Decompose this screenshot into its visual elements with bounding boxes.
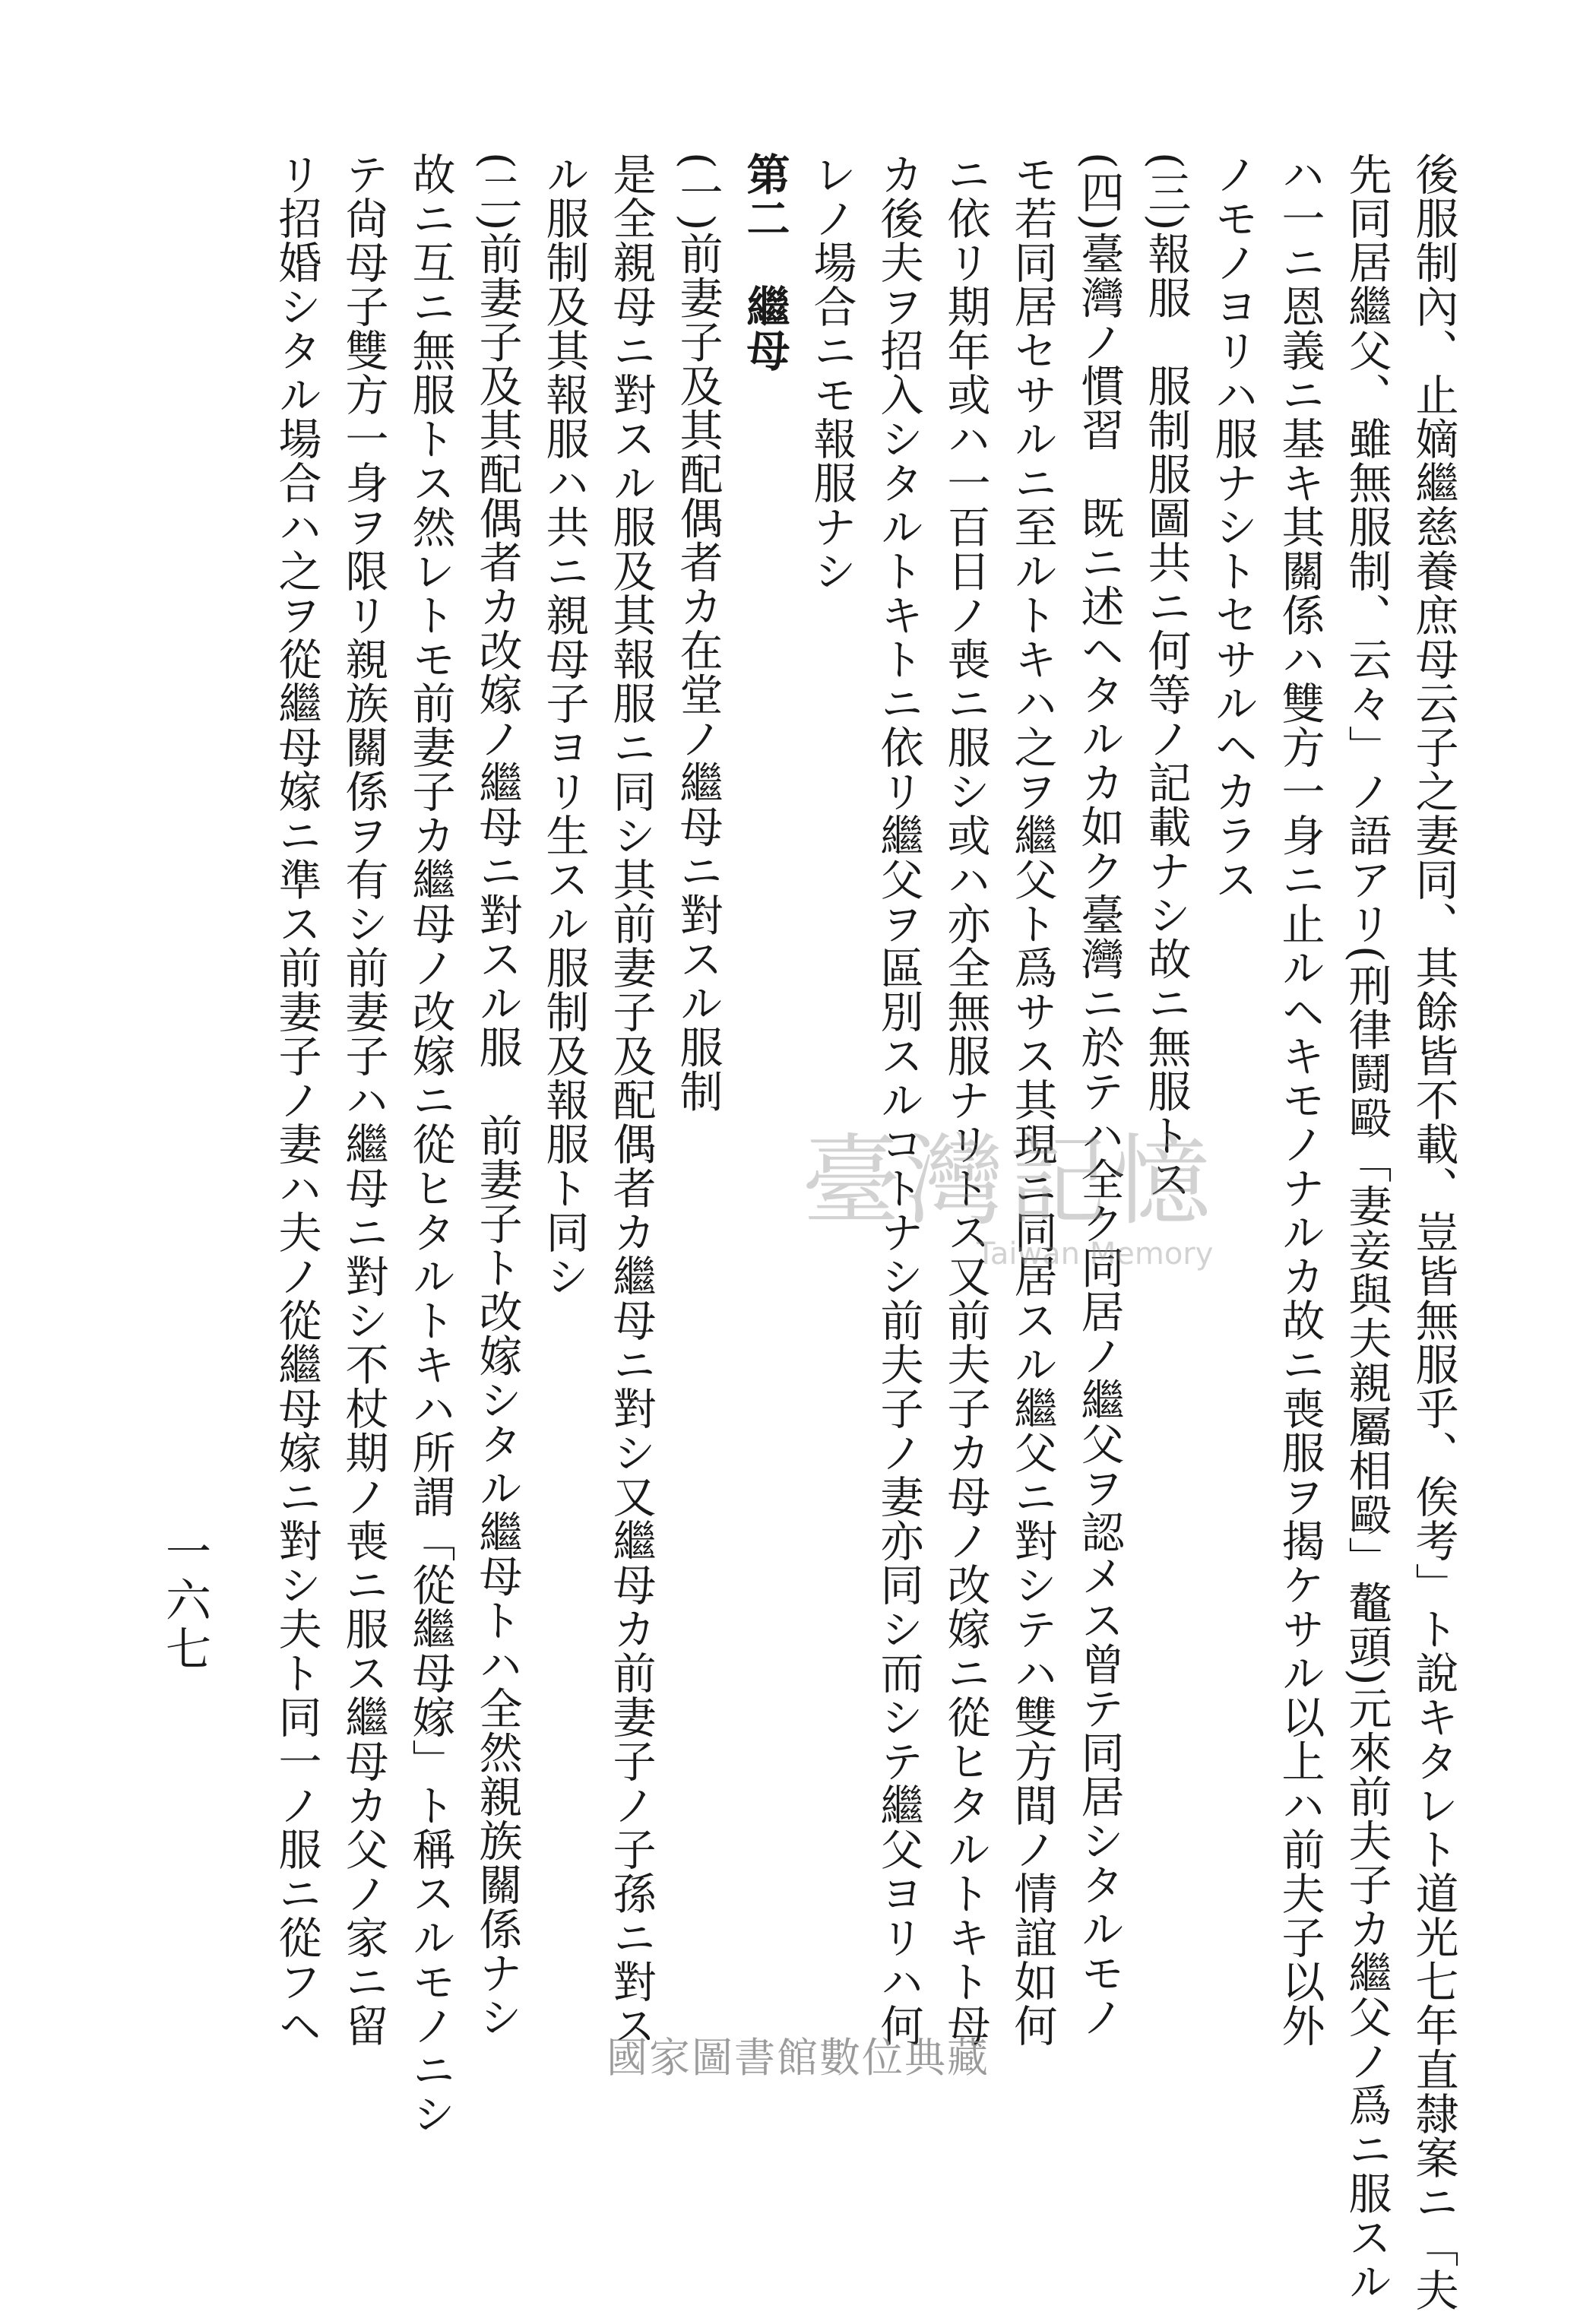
section-heading: 第二 繼母 — [739, 152, 790, 372]
text-column: レノ場合ニモ報服ナシ — [806, 152, 857, 593]
text-column: ノモノヨリハ服ナシトセサルヘカラス — [1208, 152, 1258, 901]
text-column: 是全親母ニ對スル服及其報服ニ同シ其前妻子及配偶者カ繼母ニ對シ又繼母カ前妻子ノ子孫ニ對ス — [606, 152, 656, 2048]
text-column: カ後夫ヲ招入シタルトキトニ依リ繼父ヲ區別スルコトナシ前夫子ノ妻亦同シ而シテ繼父ヨリハ何 — [873, 152, 923, 2048]
text-column: (三)報服 服制服圖共ニ何等ノ記載ナシ故ニ無服トス — [1141, 152, 1191, 1202]
text-column: (二)前妻子及其配偶者カ改嫁ノ繼母ニ對スル服 前妻子ト改嫁シタル繼母トハ全然親族關係ナシ — [472, 152, 522, 2039]
text-column: リ招婚シタル場合ハ之ヲ從繼母嫁ニ準ス前妻子ノ妻ハ夫ノ從繼母嫁ニ對シ夫ト同一ノ服ニ從フヘ — [271, 152, 321, 2048]
text-column: ハ一ニ恩義ニ基キ其關係ハ雙方一身ニ止ルヘキモノナルカ故ニ喪服ヲ揭ケサル以上ハ前夫子以外 — [1275, 152, 1325, 2048]
text-column: ル服制及其報服ハ共ニ親母子ヨリ生スル服制及報服ト同シ — [539, 152, 589, 1298]
text-column: 故ニ互ニ無服トス然レトモ前妻子カ繼母ノ改嫁ニ從ヒタルトキハ所謂「從繼母嫁」ト稱スルモノニシ — [405, 152, 455, 2136]
watermark-subtitle: Taiwan Memory — [977, 1237, 1214, 1272]
text-column: (一)前妻子及其配偶者カ在堂ノ繼母ニ對スル服制 — [673, 152, 723, 1113]
footer-credit: 國家圖書館數位典藏 — [606, 2034, 990, 2082]
text-column: ニ依リ期年或ハ一百日ノ喪ニ服シ或ハ亦全無服ナリトス又前夫子カ母ノ改嫁ニ從ヒタルトキト母 — [940, 152, 990, 2048]
text-column: テ尙母子雙方一身ヲ限リ親族關係ヲ有シ前妻子ハ繼母ニ對シ不杖期ノ喪ニ服ス繼母カ父ノ家ニ留 — [338, 152, 388, 2048]
text-column: 後服制內、止嫡繼慈養庶母云子之妻同、其餘皆不載、豈皆無服乎、俟考」ト說キタレト道光七年直隸案ニ「夫 — [1408, 152, 1458, 2312]
page-number: 一六七 — [158, 1528, 211, 1674]
text-column: モ若同居セサルニ至ルトキハ之ヲ繼父ト爲サス其現ニ同居スル繼父ニ對シテハ雙方間ノ情誼如何 — [1007, 152, 1057, 2048]
text-column: (四)臺灣ノ慣習 既ニ述ヘタルカ如ク臺灣ニ於テハ全ク同居ノ繼父ヲ認メス曾テ同居シタルモノ — [1074, 152, 1124, 2039]
text-column: 先同居繼父、雖無服制、云々」ノ語アリ(刑律鬪毆「妻妾與夫親屬相毆」鼇頭)元來前夫子カ繼父ノ爲ニ服スル — [1341, 152, 1392, 2304]
watermark-title: 臺灣記憶 — [802, 1123, 1216, 1239]
